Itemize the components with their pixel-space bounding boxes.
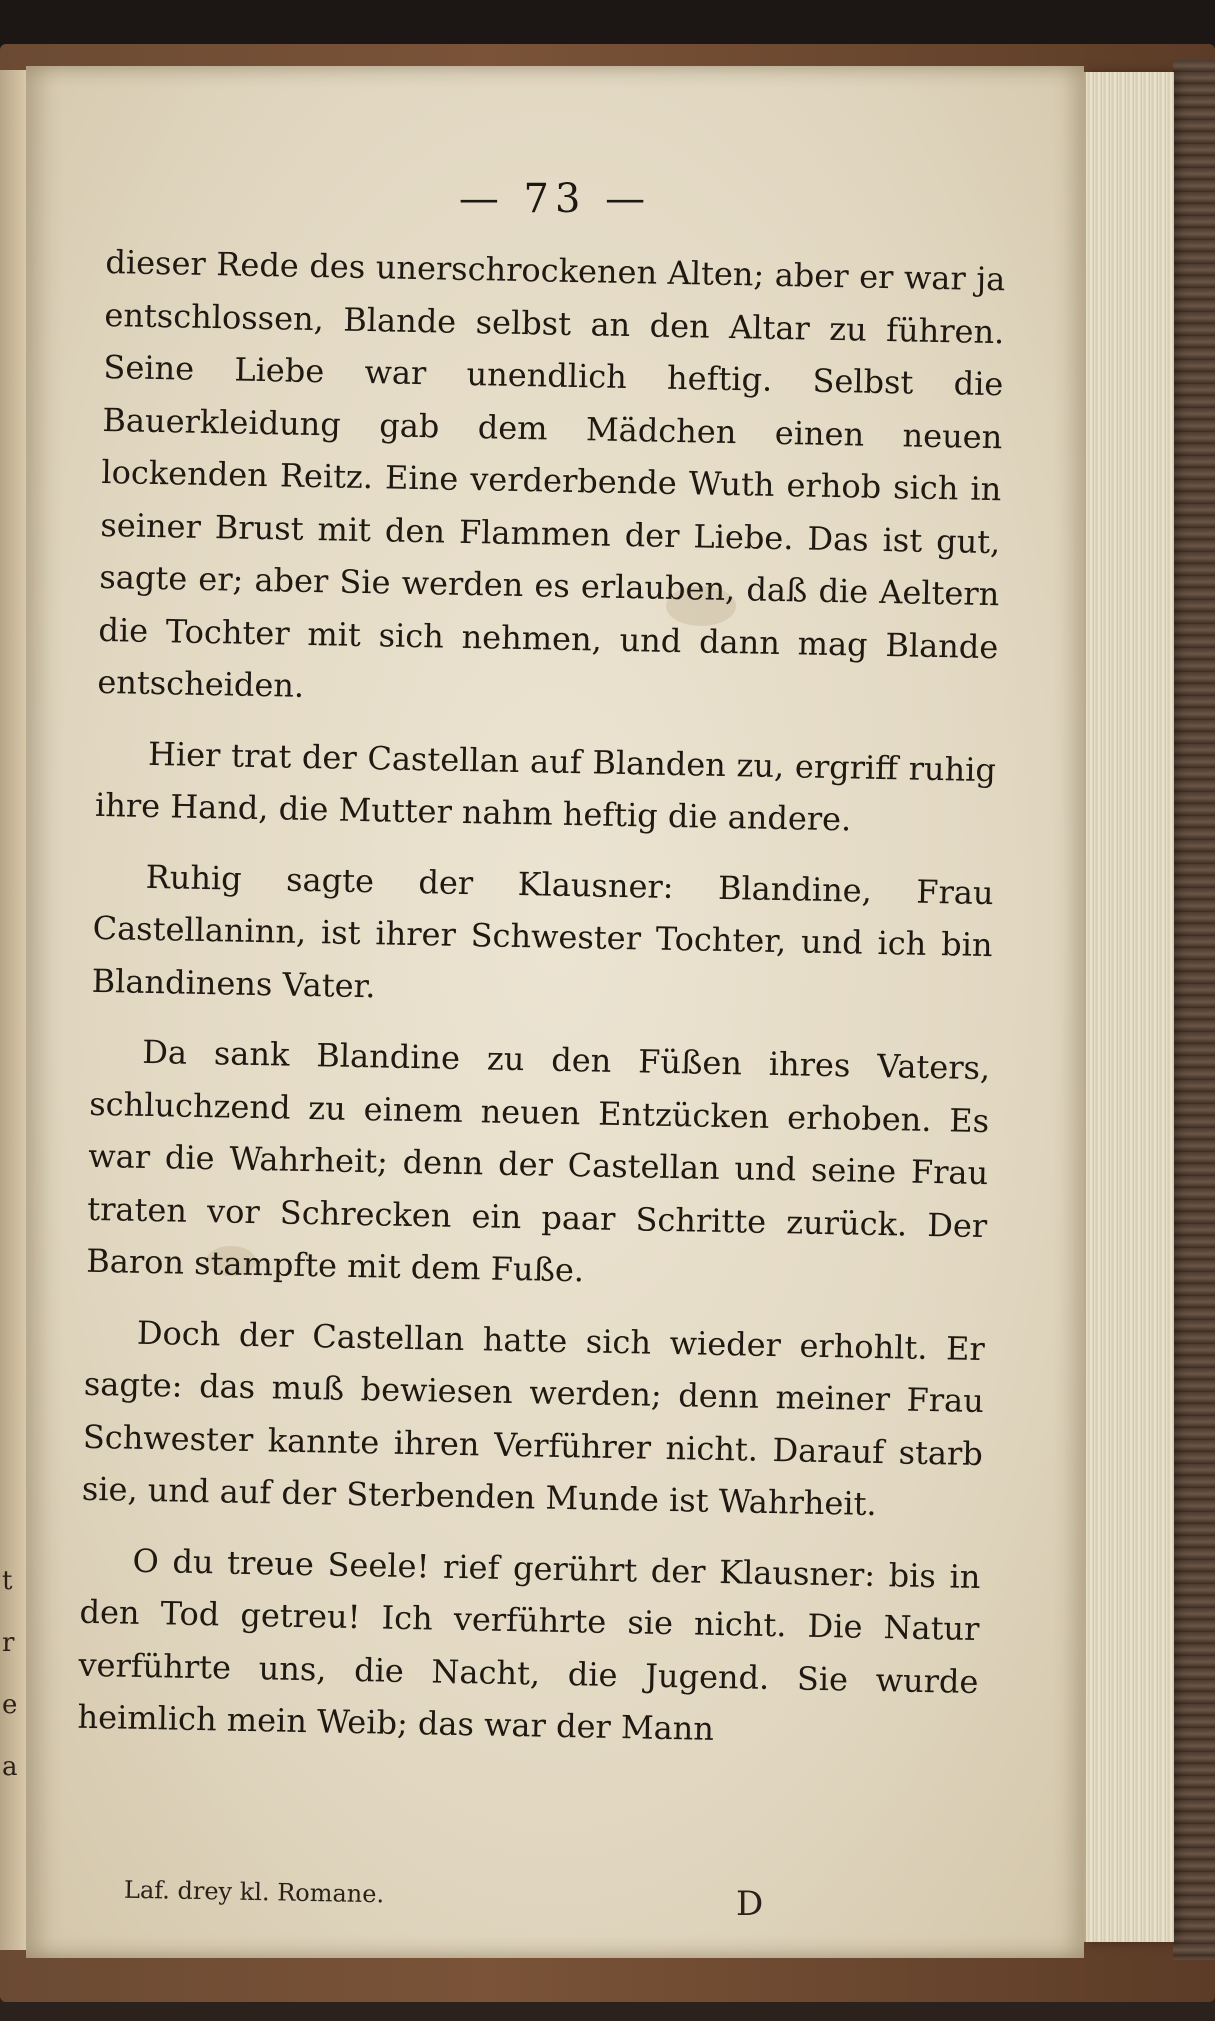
left-fragment: r xyxy=(2,1628,15,1658)
book-page xyxy=(26,66,1084,1958)
cover-edge xyxy=(1173,60,1215,1960)
paragraph: O du treue Seele! rief gerührt der Klausner: bis in den Tod getreu! Ich verführte sie nicht. Die Natur verführte uns, die Nacht, die Jugend. Sie wurde heimlich mein Weib; das war der Mann xyxy=(77,1541,981,1748)
left-page-fragments xyxy=(2,1550,22,1798)
left-fragment: e xyxy=(2,1690,18,1720)
footer-title: Laf. drey kl. Romane. xyxy=(123,1875,385,1909)
paragraph: Doch der Castellan hatte sich wieder erhohlt. Er sagte: das muß bewiesen werden; denn meiner Frau Schwester kannte ihren Verführer nicht. Darauf starb sie, und auf der Sterbenden Munde ist Wahrheit. xyxy=(81,1313,986,1524)
paragraph: Hier trat der Castellan auf Blanden zu, ergriff ruhig ihre Hand, die Mutter nahm heftig die andere. xyxy=(94,734,997,839)
page-number: — 73 — xyxy=(458,176,652,222)
paragraph: dieser Rede des unerschrockenen Alten; aber er war ja entschlossen, Blande selbst an den Altar zu führen. Seine Liebe war unendlich heftig. Selbst die Bauerkleidung gab dem Mädchen einen neuen lockenden Reitz. Eine verderbende Wuth erhob sich in seiner Brust mit den Flammen der Liebe. Das ist gut, sagte er; aber Sie werden es erlauben, daß die Aeltern die Tochter mit sich nehmen, und dann mag Blande entscheiden. xyxy=(97,242,1006,705)
left-fragment: t xyxy=(2,1566,13,1596)
left-page-edge xyxy=(0,70,28,1950)
page-edges xyxy=(1084,72,1174,1942)
left-fragment: a xyxy=(2,1752,18,1782)
paragraph: Da sank Blandine zu den Füßen ihres Vaters, schluchzend zu einem neuen Entzücken erhoben. Es war die Wahrheit; denn der Castellan und seine Frau traten vor Schrecken ein paar Schritte zurück. Der Baron stampfte mit dem Fuße. xyxy=(85,1032,991,1290)
page-body xyxy=(77,236,1006,1778)
signature-mark: D xyxy=(736,1884,764,1924)
paragraph: Ruhig sagte der Klausner: Blandine, Frau Castellaninn, ist ihrer Schwester Tochter, und ich bin Blandinens Vater. xyxy=(91,857,994,1005)
